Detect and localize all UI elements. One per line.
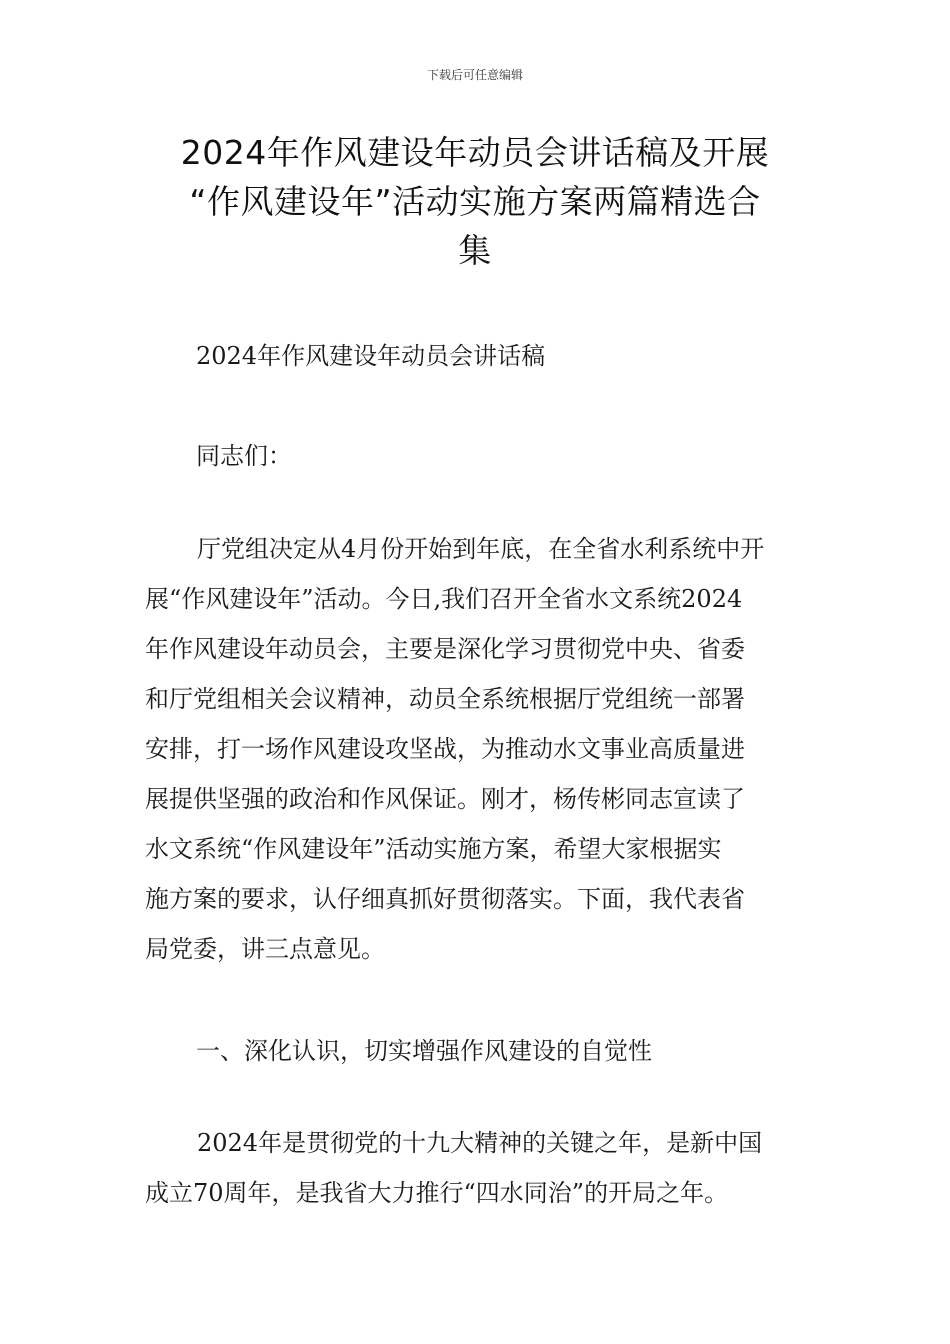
paragraph-line: 水文系统“作风建设年”活动实施方案，希望大家根据实	[145, 835, 722, 863]
title-line-1: 2024年作风建设年动员会讲话稿及开展	[180, 133, 770, 172]
paragraph-line: 年作风建设年动员会，主要是深化学习贯彻党中央、省委	[145, 635, 745, 663]
paragraph-line: 2024年是贯彻党的十九大精神的关键之年，是新中国	[197, 1129, 763, 1157]
paragraph-1	[145, 524, 805, 974]
section-1-heading: 一、深化认识，切实增强作风建设的自觉性	[196, 1037, 652, 1065]
speech-subtitle: 2024年作风建设年动员会讲话稿	[196, 342, 546, 370]
paragraph-line: 局党委，讲三点意见。	[145, 935, 385, 963]
paragraph-2	[145, 1118, 805, 1218]
paragraph-line: 安排，打一场作风建设攻坚战，为推动水文事业高质量进	[145, 735, 745, 763]
paragraph-line: 展提供坚强的政治和作风保证。刚才，杨传彬同志宣读了	[145, 785, 745, 813]
header-note: 下载后可任意编辑	[426, 68, 523, 82]
paragraph-line: 和厅党组相关会议精神，动员全系统根据厅党组统一部署	[145, 685, 745, 713]
paragraph-line: 成立70周年，是我省大力推行“四水同治”的开局之年。	[145, 1179, 729, 1207]
paragraph-line: 展“作风建设年”活动。今日,我们召开全省水文系统2024	[145, 585, 743, 613]
title-line-2: “作风建设年”活动实施方案两篇精选合	[189, 182, 761, 221]
salutation: 同志们：	[196, 442, 292, 470]
paragraph-line: 厅党组决定从4月份开始到年底，在全省水利系统中开	[197, 535, 765, 563]
document-title	[150, 128, 800, 275]
paragraph-line: 施方案的要求，认仔细真抓好贯彻落实。下面，我代表省	[145, 885, 745, 913]
title-line-3: 集	[458, 231, 492, 270]
